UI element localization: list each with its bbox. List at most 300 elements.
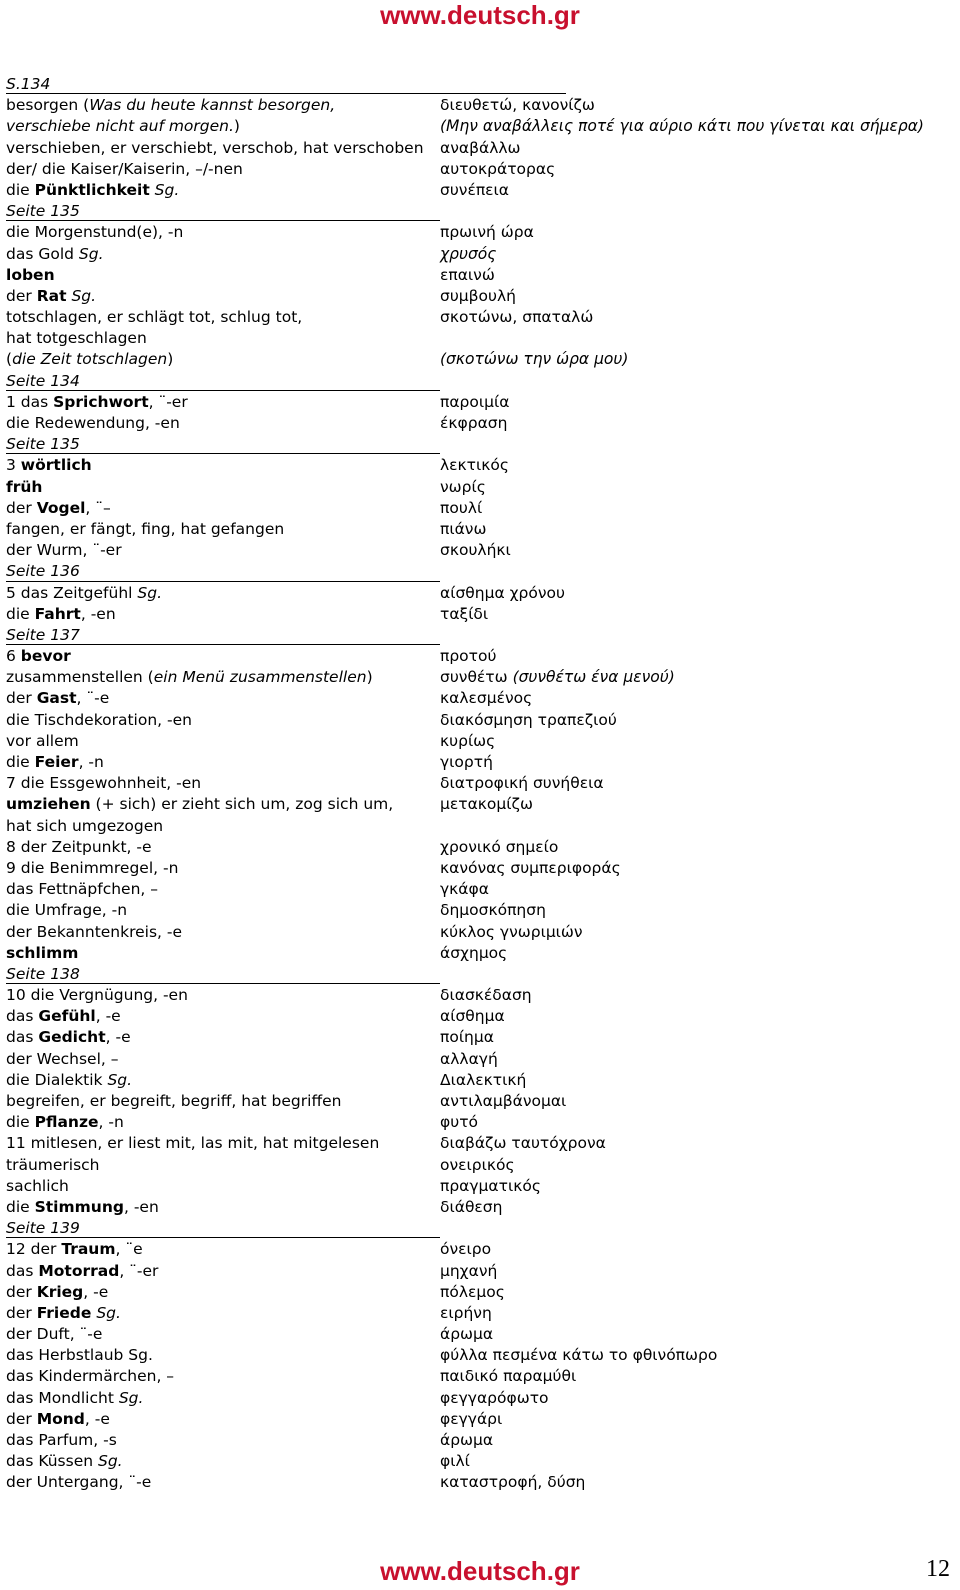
text-run: loben (6, 265, 55, 284)
vocab-row (6, 1133, 956, 1154)
text-run: der (6, 286, 37, 305)
vocab-row (6, 710, 956, 731)
greek-translation (440, 583, 565, 604)
greek-translation (440, 286, 516, 307)
greek-translation (440, 1091, 566, 1112)
vocab-row (6, 477, 956, 498)
text-run: 7 die Essgewohnheit, -en (6, 774, 202, 793)
text-run: der (6, 689, 37, 708)
text-run: σκοτώνω, σπαταλώ (440, 308, 594, 327)
greek-translation (440, 1006, 505, 1027)
text-run: Stimmung (34, 1197, 124, 1216)
vocab-row (6, 540, 956, 561)
text-run: die Tischdekoration, -en (6, 710, 192, 729)
greek-translation (440, 604, 488, 625)
vocab-row (6, 1006, 956, 1027)
text-run: sachlich (6, 1176, 69, 1195)
text-run: κύκλος γνωριμιών (440, 922, 583, 941)
vocab-row (6, 900, 956, 921)
greek-translation (440, 1070, 526, 1091)
text-run: begreifen, er begreift, begriff, hat begriffen (6, 1092, 342, 1110)
text-run: Διαλεκτική (440, 1070, 527, 1089)
greek-translation (440, 900, 546, 921)
vocab-row (6, 1049, 956, 1070)
text-run: der Untergang, ¨-e (6, 1473, 152, 1492)
text-run: Was du heute kannst besorgen, (89, 96, 336, 115)
greek-translation (440, 1027, 494, 1048)
greek-translation (440, 1155, 515, 1176)
text-run: zusammenstellen ( (6, 668, 154, 687)
greek-translation (440, 943, 507, 964)
vocab-row (6, 1345, 956, 1366)
text-run: schlimm (6, 943, 79, 962)
text-run: δημοσκόπηση (440, 901, 546, 920)
text-run: 11 mitlesen, er liest mit, las mit, hat mitgelesen (6, 1134, 380, 1153)
text-run: , -n (78, 753, 104, 771)
greek-translation (440, 244, 496, 265)
text-run: 1 das (6, 392, 54, 411)
text-run: die (6, 1113, 35, 1132)
greek-translation (440, 1388, 549, 1409)
vocab-row (6, 1112, 956, 1133)
text-run: γιορτή (440, 753, 493, 771)
vocab-row (6, 455, 956, 476)
vocab-row (6, 1176, 956, 1197)
vocab-row (6, 265, 956, 286)
text-run: , -e (105, 1028, 131, 1047)
german-term (6, 773, 436, 794)
text-run: Rat (36, 286, 67, 305)
greek-translation (440, 392, 509, 413)
greek-translation (440, 307, 593, 328)
greek-translation (440, 349, 628, 370)
greek-translation (440, 1324, 493, 1345)
german-term (6, 540, 436, 561)
german-term (6, 1430, 436, 1451)
text-run: , -n (98, 1113, 124, 1132)
greek-translation (440, 1303, 492, 1324)
vocab-row (6, 1197, 956, 1218)
text-run: συμβουλή (440, 286, 516, 305)
text-run: κανόνας συμπεριφοράς (440, 858, 621, 877)
german-term (6, 604, 436, 625)
text-run: Pünktlichkeit (34, 180, 150, 199)
german-term (6, 1388, 436, 1409)
text-run: ταξίδι (440, 604, 489, 623)
german-term (6, 731, 436, 752)
vocab-row (6, 667, 956, 688)
section-heading (6, 74, 956, 95)
text-run: Gedicht (38, 1028, 106, 1047)
german-term (6, 477, 436, 498)
text-run: der Wechsel, – (6, 1049, 119, 1068)
vocab-row (6, 688, 956, 709)
text-run: όνειρο (440, 1240, 492, 1259)
vocab-row (6, 1430, 956, 1451)
text-run: Traum (61, 1240, 116, 1259)
greek-translation (440, 95, 595, 116)
german-term (6, 1239, 436, 1260)
text-run: , -en (80, 604, 116, 623)
text-run: , -en (123, 1197, 159, 1216)
text-run: ein Menü zusammenstellen (153, 668, 367, 687)
text-run: αίσθημα χρόνου (440, 583, 565, 602)
greek-translation (440, 1282, 505, 1303)
german-term (6, 498, 436, 519)
text-run: das Gold (6, 244, 79, 263)
text-run: der (6, 1303, 37, 1322)
text-run: προτού (440, 647, 497, 666)
text-run: διακόσμηση τραπεζιού (440, 710, 617, 729)
german-term (6, 1049, 436, 1070)
text-run: totschlagen, er schlägt tot, schlug tot, (6, 308, 303, 327)
greek-translation (440, 116, 924, 137)
vocab-row (6, 1409, 956, 1430)
text-run: (Μην αναβάλλεις ποτέ για αύριο κάτι που γίνεται και σήμερα) (440, 117, 924, 136)
german-term (6, 116, 436, 137)
text-run: , ¨-e (76, 689, 110, 708)
vocab-row (6, 879, 956, 900)
german-term (6, 900, 436, 921)
text-run: Mond (36, 1409, 85, 1428)
german-term (6, 837, 436, 858)
text-run: , -e (84, 1409, 110, 1428)
german-term (6, 392, 436, 413)
text-run: χρονικό σημείο (440, 837, 559, 856)
text-run: ) (233, 117, 240, 136)
greek-translation (440, 1112, 478, 1133)
vocab-row (6, 1324, 956, 1345)
text-run: κυρίως (440, 731, 496, 750)
text-run: besorgen ( (6, 96, 90, 115)
text-run: πιάνω (440, 519, 487, 538)
vocab-row (6, 328, 956, 349)
text-run: verschieben, er verschiebt, verschob, hat verschoben (6, 138, 424, 157)
greek-translation (440, 222, 534, 243)
text-run: das (6, 1028, 39, 1047)
text-run: das (6, 1007, 39, 1026)
text-run: λεκτικός (440, 456, 509, 475)
vocab-row (6, 1451, 956, 1472)
text-run: das (6, 1261, 39, 1280)
text-run: παροιμία (440, 392, 510, 411)
text-run: ονειρικός (440, 1155, 515, 1174)
greek-translation (440, 794, 533, 815)
german-term (6, 180, 436, 201)
text-run: das Herbstlaub Sg. (6, 1346, 153, 1365)
text-run: der Wurm, ¨-er (6, 541, 122, 560)
german-term (6, 1261, 436, 1282)
greek-translation (440, 138, 521, 159)
text-run: der Duft, ¨-e (6, 1325, 103, 1344)
text-run: (σκοτώνω την ώρα μου) (440, 350, 629, 369)
greek-translation (440, 1049, 498, 1070)
text-run: διευθετώ, κανονίζω (440, 96, 595, 115)
german-term (6, 307, 436, 328)
vocab-row (6, 307, 956, 328)
german-term (6, 794, 436, 815)
greek-translation (440, 519, 486, 540)
text-run: hat totgeschlagen (6, 329, 147, 348)
greek-translation (440, 646, 496, 667)
greek-translation (440, 1133, 606, 1154)
site-header-link[interactable]: www.deutsch.gr (380, 0, 580, 30)
text-run: Fahrt (34, 604, 81, 623)
vocab-row (6, 604, 956, 625)
text-run: άρωμα (440, 1431, 494, 1449)
greek-translation (440, 1366, 576, 1387)
greek-translation (440, 1176, 541, 1197)
text-run: αυτοκράτορας (440, 159, 556, 178)
text-run: Motorrad (38, 1261, 120, 1280)
greek-translation (440, 731, 495, 752)
text-run: ποίημα (440, 1028, 494, 1047)
greek-translation (440, 1345, 717, 1366)
text-run: μετακομίζω (440, 795, 533, 814)
text-run: Gast (36, 689, 77, 708)
vocab-row (6, 943, 956, 964)
vocab-row (6, 222, 956, 243)
vocab-row (6, 1472, 956, 1493)
greek-translation (440, 985, 532, 1006)
german-term (6, 222, 436, 243)
vocab-row (6, 1261, 956, 1282)
text-run: φιλί (440, 1452, 470, 1471)
text-run: φεγγαρόφωτο (440, 1388, 549, 1407)
german-term (6, 667, 436, 688)
vocab-row (6, 349, 956, 370)
vocab-row (6, 116, 956, 137)
text-run: καταστροφή, δύση (440, 1473, 586, 1492)
text-run: das Kindermärchen, – (6, 1367, 175, 1386)
text-run: der/ die Kaiser/Kaiserin, –/-nen (6, 159, 243, 178)
page-number: 12 (926, 1556, 950, 1582)
section-heading (6, 201, 956, 222)
greek-translation (440, 159, 555, 180)
section-label: Seite 139 (6, 1219, 80, 1238)
vocab-row (6, 159, 956, 180)
text-run: ) (167, 350, 174, 369)
greek-translation (440, 752, 493, 773)
german-term (6, 286, 436, 307)
text-run: der (6, 1282, 37, 1301)
section-heading (6, 625, 956, 646)
german-term (6, 1451, 436, 1472)
text-run: bevor (20, 647, 71, 666)
text-run: 8 der Zeitpunkt, -e (6, 837, 152, 856)
german-term (6, 1091, 436, 1112)
text-run: διατροφική συνήθεια (440, 774, 604, 793)
greek-translation (440, 1409, 502, 1430)
text-run: Sg. (137, 583, 162, 602)
text-run: die (6, 180, 35, 199)
text-run: früh (6, 477, 43, 496)
vocab-row (6, 1070, 956, 1091)
vocab-row (6, 392, 956, 413)
text-run: Gefühl (38, 1007, 96, 1026)
greek-translation (440, 1430, 493, 1451)
greek-translation (440, 1261, 497, 1282)
german-term (6, 710, 436, 731)
text-run: die (6, 604, 35, 623)
vocab-row (6, 1091, 956, 1112)
text-run: άσχημος (440, 943, 508, 962)
german-term (6, 816, 436, 837)
german-term (6, 413, 436, 434)
vocab-row (6, 138, 956, 159)
text-run: πουλί (440, 498, 483, 517)
text-run: Sg. (96, 1303, 121, 1322)
text-run: παιδικό παραμύθι (440, 1367, 577, 1386)
vocab-row (6, 837, 956, 858)
text-run: träumerisch (6, 1155, 100, 1174)
german-term (6, 1472, 436, 1493)
greek-translation (440, 265, 495, 286)
text-run: νωρίς (440, 477, 486, 496)
german-term (6, 138, 436, 159)
text-run: , -e (95, 1007, 121, 1026)
site-footer-link[interactable]: www.deutsch.gr (380, 1556, 580, 1586)
greek-translation (440, 667, 675, 688)
text-run: der (6, 1409, 37, 1428)
german-term (6, 95, 436, 116)
text-run: die (6, 1197, 35, 1216)
text-run: διάθεση (440, 1197, 503, 1216)
vocab-row (6, 1027, 956, 1048)
text-run: Friede (36, 1303, 92, 1322)
german-term (6, 1282, 436, 1303)
german-term (6, 265, 436, 286)
vocab-row (6, 1366, 956, 1387)
text-run: συνέπεια (440, 180, 510, 199)
greek-translation (440, 1451, 470, 1472)
vocab-row (6, 816, 956, 837)
section-heading (6, 371, 956, 392)
text-run: wörtlich (20, 456, 92, 475)
section-heading (6, 1218, 956, 1239)
vocab-row (6, 858, 956, 879)
text-run: γκάφα (440, 880, 489, 899)
vocab-row (6, 519, 956, 540)
german-term (6, 879, 436, 900)
text-run: ειρήνη (440, 1303, 492, 1322)
text-run: συνθέτω (440, 668, 513, 687)
vocab-row (6, 794, 956, 815)
german-term (6, 1345, 436, 1366)
text-run: καλεσμένος (440, 689, 533, 708)
german-term (6, 519, 436, 540)
text-run: 5 das Zeitgefühl (6, 583, 138, 602)
text-run: άρωμα (440, 1325, 494, 1344)
text-run: , ¨– (85, 498, 111, 517)
text-run: Sg. (118, 1388, 144, 1407)
vocab-row (6, 95, 956, 116)
vocab-row (6, 1388, 956, 1409)
vocab-row (6, 180, 956, 201)
german-term (6, 1112, 436, 1133)
text-run: Vogel (36, 498, 86, 517)
german-term (6, 455, 436, 476)
text-run: πόλεμος (440, 1282, 505, 1301)
vocab-row (6, 1239, 956, 1260)
text-run: αντιλαμβάνομαι (440, 1092, 567, 1110)
vocab-row (6, 985, 956, 1006)
text-run: διασκέδαση (440, 986, 532, 1005)
section-label: Seite 134 (6, 371, 80, 390)
greek-translation (440, 922, 583, 943)
german-term (6, 985, 436, 1006)
section-heading (6, 964, 956, 985)
german-term (6, 1070, 436, 1091)
text-run: 10 die Vergnügung, -en (6, 986, 188, 1005)
text-run: Pflanze (34, 1113, 99, 1132)
greek-translation (440, 1239, 491, 1260)
german-term (6, 688, 436, 709)
vocab-row (6, 286, 956, 307)
german-term (6, 1133, 436, 1154)
greek-translation (440, 180, 509, 201)
text-run: πρωινή ώρα (440, 223, 534, 242)
german-term (6, 1176, 436, 1197)
text-run: αίσθημα (440, 1007, 505, 1026)
vocab-row (6, 752, 956, 773)
text-run: 6 (6, 647, 21, 666)
section-label: Seite 137 (6, 625, 80, 644)
text-run: vor allem (6, 731, 79, 750)
text-run: χρυσός (440, 244, 497, 263)
section-heading (6, 561, 956, 582)
section-label: Seite 136 (6, 562, 80, 581)
text-run: έκφραση (440, 414, 508, 432)
greek-translation (440, 837, 558, 858)
text-run: verschiebe nicht auf morgen. (6, 117, 234, 136)
text-run: Sg. (107, 1070, 133, 1089)
vocab-row (6, 583, 956, 604)
text-run: σκουλήκι (440, 541, 511, 560)
vocab-row (6, 498, 956, 519)
german-term (6, 1366, 436, 1387)
text-run: fangen, er fängt, fing, hat gefangen (6, 519, 285, 538)
german-term (6, 583, 436, 604)
text-run: , -e (83, 1282, 109, 1301)
text-run: ) (366, 668, 373, 687)
greek-translation (440, 1472, 585, 1493)
greek-translation (440, 413, 507, 434)
text-run: Sg. (71, 286, 97, 305)
text-run: Sg. (154, 180, 180, 199)
german-term (6, 1155, 436, 1176)
text-run: das Mondlicht (6, 1388, 119, 1407)
greek-translation (440, 477, 486, 498)
greek-translation (440, 455, 509, 476)
text-run: 3 (6, 456, 21, 475)
text-run: , ¨-er (119, 1261, 159, 1280)
text-run: die Zeit totschlagen (12, 350, 168, 369)
text-run: der Bekanntenkreis, -e (6, 922, 183, 941)
vocab-row (6, 646, 956, 667)
german-term (6, 858, 436, 879)
text-run: 9 die Benimmregel, -n (6, 858, 179, 877)
text-run: die Morgenstund(e), -n (6, 223, 184, 242)
text-run: (+ sich) er zieht sich um, zog sich um, (90, 795, 394, 814)
vocab-row (6, 413, 956, 434)
text-run: επαινώ (440, 265, 495, 284)
text-run: ( (6, 350, 13, 369)
greek-translation (440, 688, 532, 709)
section-label: Seite 135 (6, 202, 80, 221)
greek-translation (440, 540, 511, 561)
german-term (6, 1027, 436, 1048)
